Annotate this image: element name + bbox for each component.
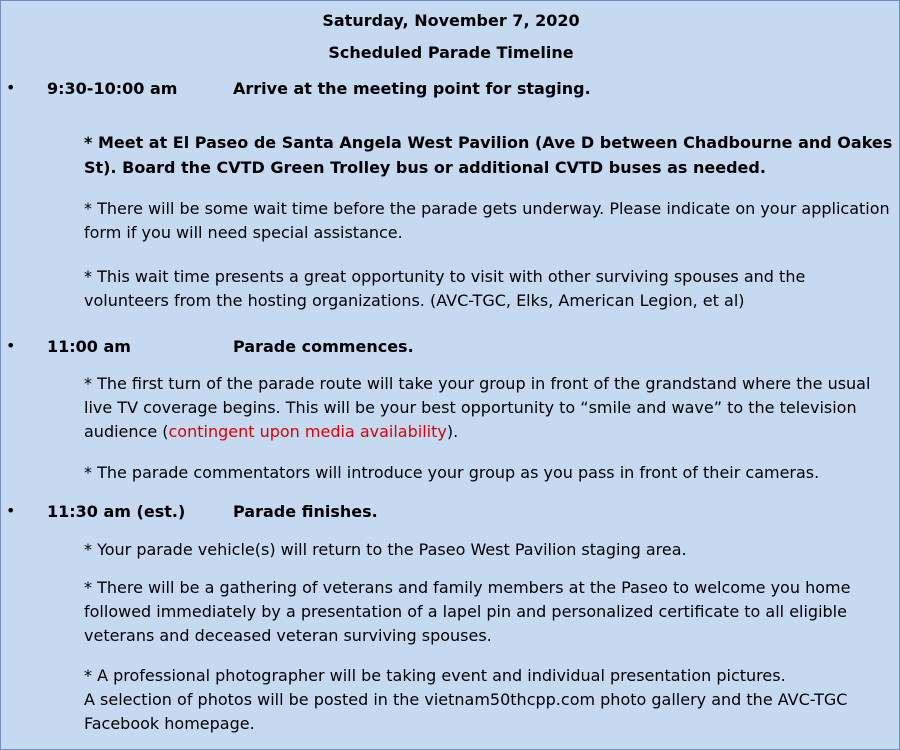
section-event: Parade commences. — [233, 337, 414, 356]
document-date: Saturday, November 7, 2020 — [322, 11, 580, 30]
section-note — [84, 372, 894, 444]
section-note: * The parade commentators will introduce your group as you pass in front of their cameras. — [84, 463, 820, 482]
note-line: * A professional photographer will be taking event and individual presentation pictures. — [84, 666, 786, 685]
section-time: 11:30 am (est.) — [47, 502, 186, 521]
section-note — [84, 664, 894, 736]
section-note: * There will be some wait time before the parade gets underway. Please indicate on your application form if you will need special assistance. — [84, 199, 890, 242]
bullet-icon: • — [6, 336, 16, 355]
section-note: * Meet at El Paseo de Santa Angela West Pavilion (Ave D between Chadbourne and Oakes St). Board the CVTD Green Trolley bus or additional CVTD buses as needed. — [84, 133, 893, 177]
document-title: Scheduled Parade Timeline — [328, 43, 574, 62]
section-time: 11:00 am — [47, 337, 131, 356]
media-availability-note: contingent upon media availability — [168, 422, 447, 441]
section-event: Parade finishes. — [233, 502, 378, 521]
note-text: ). — [446, 422, 459, 441]
bullet-icon: • — [6, 78, 16, 97]
section-event: Arrive at the meeting point for staging. — [233, 79, 591, 98]
section-time: 9:30-10:00 am — [47, 79, 178, 98]
section-note: * This wait time presents a great opportunity to visit with other surviving spouses and the volunteers from the hosting organizations. (AVC-TGC, Elks, American Legion, et al) — [84, 267, 806, 310]
bullet-icon: • — [6, 501, 16, 520]
section-note: * There will be a gathering of veterans and family members at the Paseo to welcome you home followed immediately by a presentation of a lapel pin and personalized certificate to all eligible veterans and deceased veteran surviving spouses. — [84, 578, 851, 645]
note-line: A selection of photos will be posted in the vietnam50thcpp.com photo gallery and the AVC-TGC Facebook homepage. — [84, 690, 848, 733]
note-text: * The first turn of the parade route will take your group in front of the grandstand where the usual live TV coverage begins. This will be your best opportunity to “smile and wave” to the television audience ( — [84, 374, 871, 441]
section-note: * Your parade vehicle(s) will return to the Paseo West Pavilion staging area. — [84, 540, 687, 559]
